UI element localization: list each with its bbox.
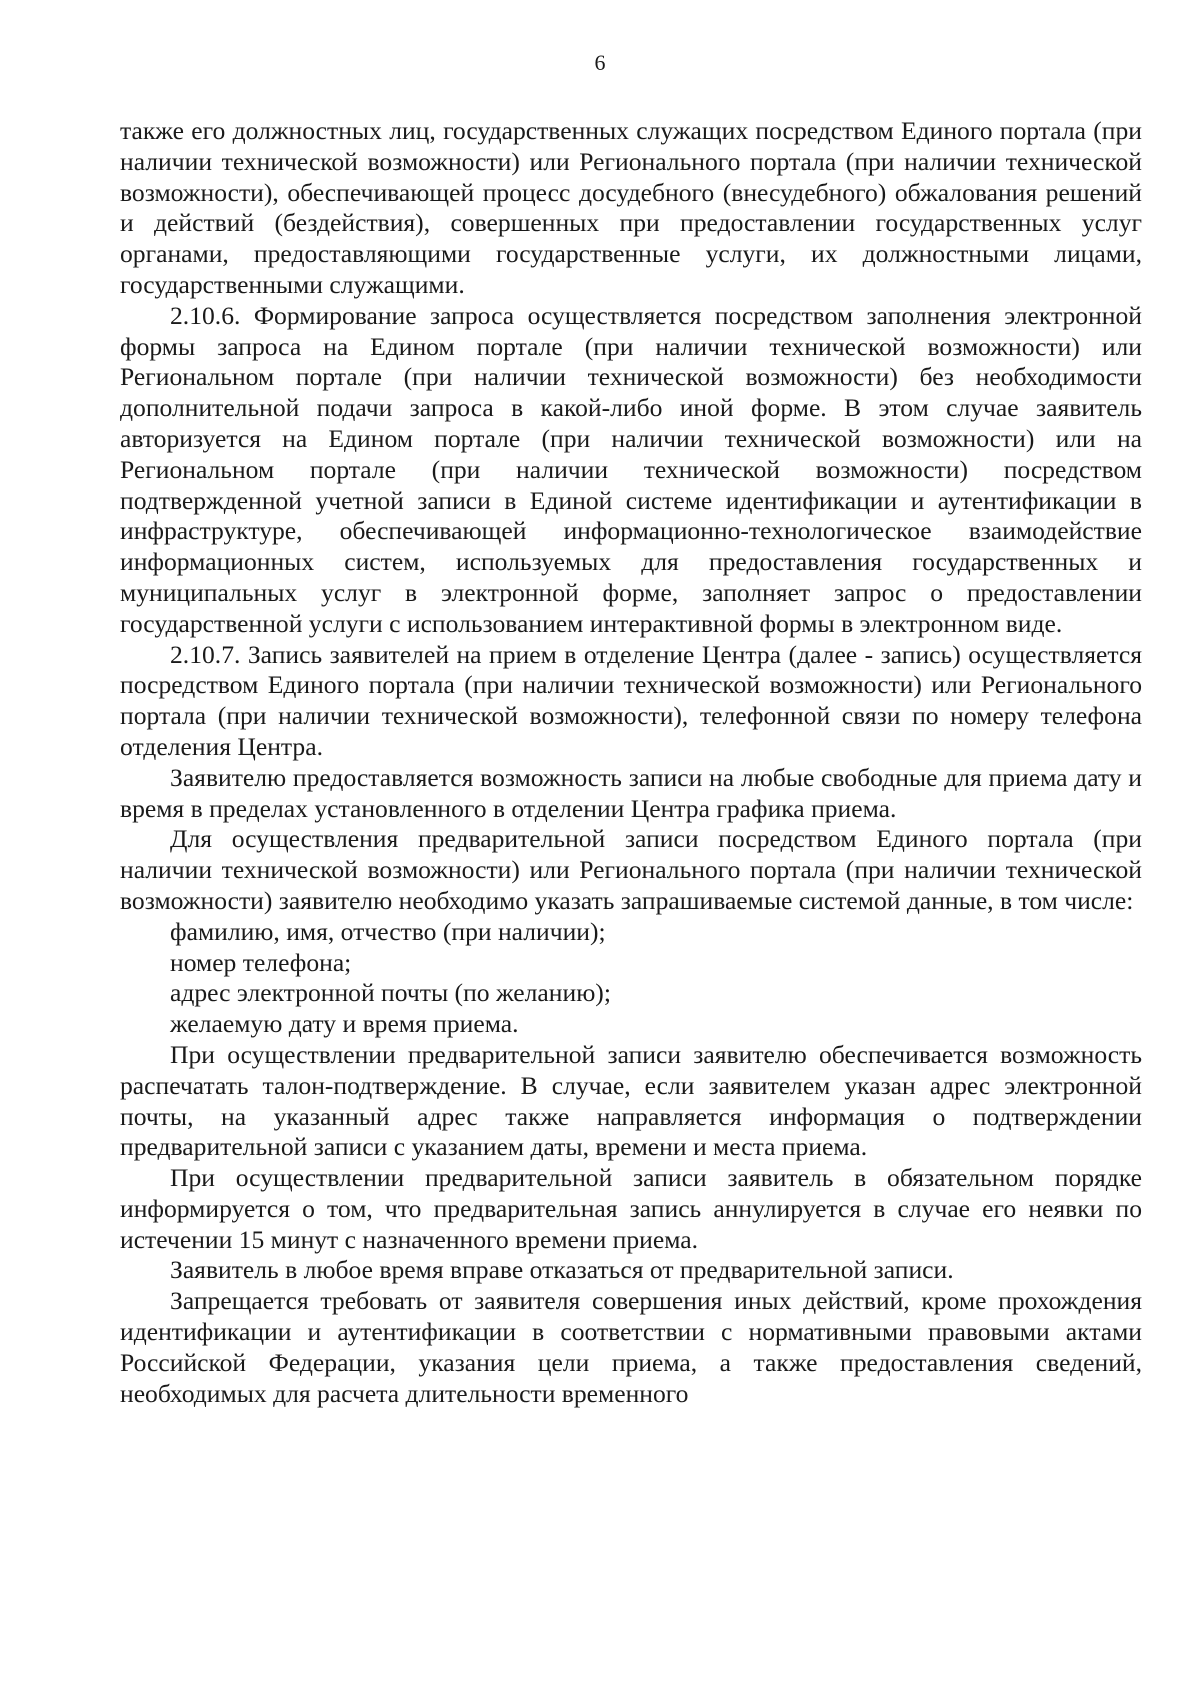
- paragraph-cancellation-rule: При осуществлении предварительной записи заявитель в обязательном порядке информируется о том, что предварительная запись аннулируется в случае его неявки по истечении 15 минут с назначенного времени приема.: [120, 1163, 1142, 1254]
- paragraph-prohibition: Запрещается требовать от заявителя совершения иных действий, кроме прохождения идентификации и аутентификации в соответствии с нормативными правовыми актами Российской Федерации, указания цели приема, а также предоставления сведений, необходимых для расчета длительности временного: [120, 1286, 1142, 1408]
- paragraph-confirmation-ticket: При осуществлении предварительной записи заявителю обеспечивается возможность распечатать талон-подтверждение. В случае, если заявителем указан адрес электронной почты, на указанный адрес также направляется информация о подтверждении предварительной записи с указанием даты, времени и места приема.: [120, 1039, 1142, 1162]
- paragraph-continuation: также его должностных лиц, государственных служащих посредством Единого портала (при наличии технической возможности) или Регионального портала (при наличии технической возможности), обеспечивающей процесс досудебного (внесудебного) обжалования решений и действий (бездействия), совершенных при предоставлении государственных услуг органами, предоставляющими государственные услуги, их должностными лицами, государственными служащими.: [120, 116, 1142, 299]
- paragraph-2-10-7: 2.10.7. Запись заявителей на прием в отделение Центра (далее - запись) осуществляется посредством Единого портала (при наличии технической возможности) или Регионального портала (при наличии технической возможности), телефонной связи по номеру телефона отделения Центра.: [120, 639, 1142, 761]
- list-item-email: адрес электронной почты (по желанию);: [170, 978, 611, 1008]
- paragraph-right-to-cancel: Заявитель в любое время вправе отказаться от предварительной записи.: [170, 1255, 954, 1285]
- list-item-date-time: желаемую дату и время приема.: [170, 1009, 519, 1039]
- paragraph-appointment-options: Заявителю предоставляется возможность записи на любые свободные для приема дату и время в пределах установленного в отделении Центра графика приема.: [120, 762, 1142, 823]
- page-number: 6: [594, 50, 606, 75]
- document-body: [120, 116, 1142, 1409]
- list-item-full-name: фамилию, имя, отчество (при наличии);: [170, 916, 606, 946]
- list-item-phone: номер телефона;: [170, 947, 352, 977]
- paragraph-2-10-6: 2.10.6. Формирование запроса осуществляется посредством заполнения электронной формы запроса на Едином портале (при наличии технической возможности) или Региональном портале (при наличии технической возможности) без необходимости дополнительной подачи запроса в какой-либо иной форме. В этом случае заявитель авторизуется на Едином портале (при наличии технической возможности) или на Региональном портале (при наличии технической возможности) посредством подтвержденной учетной записи в Единой системе идентификации и аутентификации в инфраструктуре, обеспечивающей информационно-технологическое взаимодействие информационных систем, используемых для предоставления государственных и муниципальных услуг в электронной форме, заполняет запрос о предоставлении государственной услуги с использованием интерактивной формы в электронном виде.: [120, 300, 1142, 638]
- paragraph-required-data: Для осуществления предварительной записи посредством Единого портала (при наличии технической возможности) или Регионального портала (при наличии технической возможности) заявителю необходимо указать запрашиваемые системой данные, в том числе:: [120, 824, 1142, 915]
